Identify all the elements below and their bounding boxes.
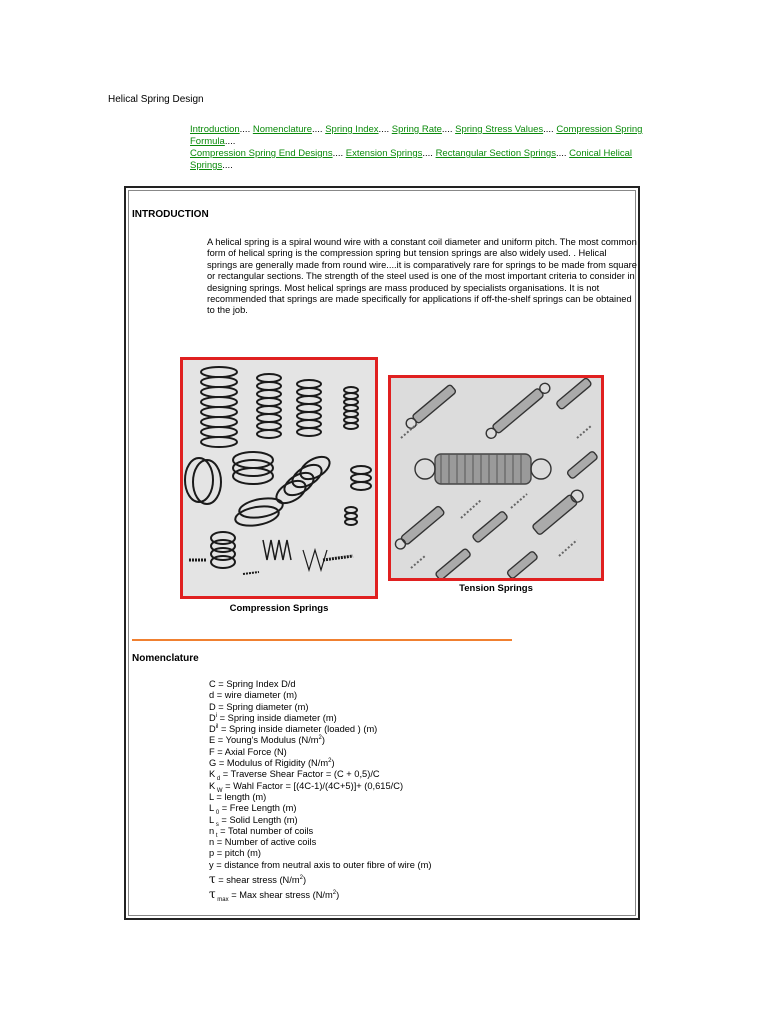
symbol-subscript: 0	[214, 810, 220, 817]
tension-springs-illustration	[391, 378, 601, 578]
unit-exponent: 2	[332, 890, 337, 897]
section-nav	[190, 124, 650, 172]
tension-springs-caption: Tension Springs	[459, 583, 533, 594]
symbol: D	[209, 712, 216, 723]
symbol: E	[209, 735, 216, 746]
nomenclature-item	[209, 803, 629, 817]
symbol: d	[209, 690, 215, 701]
symbol: p	[209, 848, 215, 859]
symbol: C	[209, 679, 216, 689]
symbol: K	[209, 780, 216, 791]
symbol: L	[209, 814, 215, 825]
symbol: L	[209, 803, 215, 814]
definition: = Spring Index D/d	[215, 679, 296, 689]
symbol-subscript: d	[215, 776, 221, 783]
symbol: n	[209, 825, 215, 836]
compression-springs-caption: Compression Springs	[229, 603, 329, 614]
page-title: Helical Spring Design	[108, 94, 204, 105]
nomenclature-item	[209, 713, 629, 724]
nav-link-conical-helical-springs[interactable]: Conical Helical Springs	[190, 148, 633, 171]
nav-link-compression-spring-end-designs[interactable]: Compression Spring End Designs	[190, 148, 333, 159]
nomenclature-item	[209, 887, 629, 904]
nav-link-spring-rate[interactable]: Spring Rate	[391, 124, 442, 135]
nomenclature-item	[209, 860, 629, 871]
nomenclature-item	[209, 781, 629, 792]
nomenclature-item	[209, 724, 629, 735]
nomenclature-item	[209, 690, 629, 701]
nav-separator: ....	[239, 124, 251, 135]
symbol-superscript: il	[215, 724, 219, 731]
nomenclature-item	[209, 874, 629, 886]
content-box	[124, 186, 640, 920]
definition: = Max shear stress (N/m	[228, 890, 333, 901]
definition-end: )	[302, 875, 307, 886]
definition: = Free Length (m)	[219, 803, 297, 814]
nomenclature-item	[209, 792, 629, 803]
nav-separator: ....	[422, 148, 433, 159]
nav-separator: ....	[312, 124, 323, 135]
symbol: y	[209, 859, 214, 870]
nav-link-compression-spring-formula[interactable]: Compression Spring Formula	[190, 124, 643, 147]
unit-exponent: 2	[299, 874, 303, 881]
definition-end: )	[321, 735, 325, 746]
nav-link-nomenclature[interactable]: Nomenclature	[252, 124, 312, 135]
definition: = Spring inside diameter (loaded ) (m)	[218, 724, 378, 735]
definition: = distance from neutral axis to outer fibre of wire (m)	[213, 859, 432, 870]
tau-symbol: τ	[209, 887, 216, 902]
definition: = wire diameter (m)	[214, 690, 298, 701]
section-divider	[132, 639, 512, 641]
nomenclature-item	[209, 837, 629, 848]
symbol-subscript: s	[214, 821, 219, 828]
definition: = Solid Length (m)	[218, 814, 298, 825]
definition: = Traverse Shear Factor = (C + 0,5)/C	[220, 769, 380, 780]
definition: = Total number of coils	[217, 825, 314, 836]
symbol: G	[209, 758, 217, 769]
nomenclature-item	[209, 702, 629, 713]
definition: = Spring diameter (m)	[215, 701, 309, 712]
nomenclature-item	[209, 679, 629, 690]
definition: = pitch (m)	[214, 848, 261, 859]
nav-separator: ....	[222, 160, 233, 171]
introduction-paragraph: A helical spring is a spiral wound wire with a constant coil diameter and uniform pitch. The most common form of helical spring is the compression spring but tension springs are also widely used. . Helical springs are generally made from round wire....it is comparatively rare for springs to be made from square or rectangular sections. The strength of the steel used is one of the most important criteria to consider in designing springs. Most helical springs are mass produced by specialists organisations. It is not recommended that springs are made specifically for applications if off-the-shelf springs can be obtained to the job.	[207, 237, 637, 316]
nomenclature-list	[209, 679, 629, 902]
nomenclature-item	[209, 758, 629, 769]
definition-end: )	[331, 758, 335, 769]
tension-springs-image	[388, 375, 604, 581]
nomenclature-item	[209, 826, 629, 837]
symbol: F	[209, 746, 215, 757]
nomenclature-heading: Nomenclature	[132, 653, 199, 664]
tau-symbol: τ	[209, 872, 216, 887]
definition: = Modulus of Rigidity (N/m	[216, 758, 329, 769]
symbol-superscript: i	[215, 712, 218, 719]
nav-separator: ....	[543, 124, 554, 135]
nav-separator: ....	[441, 124, 453, 135]
definition: = length (m)	[213, 791, 267, 802]
definition: = Number of active coils	[214, 837, 317, 848]
symbol-subscript: max	[215, 897, 229, 904]
definition: = Spring inside diameter (m)	[217, 712, 337, 723]
compression-springs-illustration	[183, 360, 375, 596]
definition: = Wahl Factor = [(4C-1)/(4C+5)]+ (0,615/C)	[222, 780, 404, 791]
symbol: L	[209, 791, 214, 802]
definition: = Axial Force (N)	[214, 746, 287, 757]
symbol-subscript: W	[215, 787, 223, 794]
compression-springs-image	[180, 357, 378, 599]
nav-link-introduction[interactable]: Introduction	[190, 124, 240, 135]
nav-separator: ....	[224, 136, 236, 147]
definition: = Young's Modulus (N/m	[215, 735, 319, 746]
nav-link-spring-index[interactable]: Spring Index	[325, 124, 379, 135]
nomenclature-item	[209, 769, 629, 783]
nomenclature-item	[209, 848, 629, 859]
nav-separator: ....	[332, 148, 344, 159]
nav-link-extension-springs[interactable]: Extension Springs	[345, 148, 423, 159]
nav-link-spring-stress-values[interactable]: Spring Stress Values	[455, 124, 544, 135]
content-box-inner	[128, 190, 636, 916]
symbol: K	[209, 769, 216, 780]
symbol: D	[209, 724, 216, 735]
definition: = shear stress (N/m	[215, 875, 300, 886]
nav-separator: ....	[555, 148, 567, 159]
nomenclature-item	[209, 735, 629, 746]
symbol: n	[209, 837, 215, 848]
introduction-heading: INTRODUCTION	[132, 209, 209, 220]
symbol: D	[209, 701, 216, 712]
unit-exponent: 2	[328, 757, 332, 764]
nav-separator: ....	[378, 124, 390, 135]
unit-exponent: 2	[318, 735, 322, 742]
nomenclature-item	[209, 815, 629, 826]
symbol-subscript: t	[214, 832, 218, 839]
nav-link-rectangular-section-springs[interactable]: Rectangular Section Springs	[435, 148, 556, 159]
nomenclature-item	[209, 747, 629, 758]
definition-end: )	[336, 890, 340, 901]
